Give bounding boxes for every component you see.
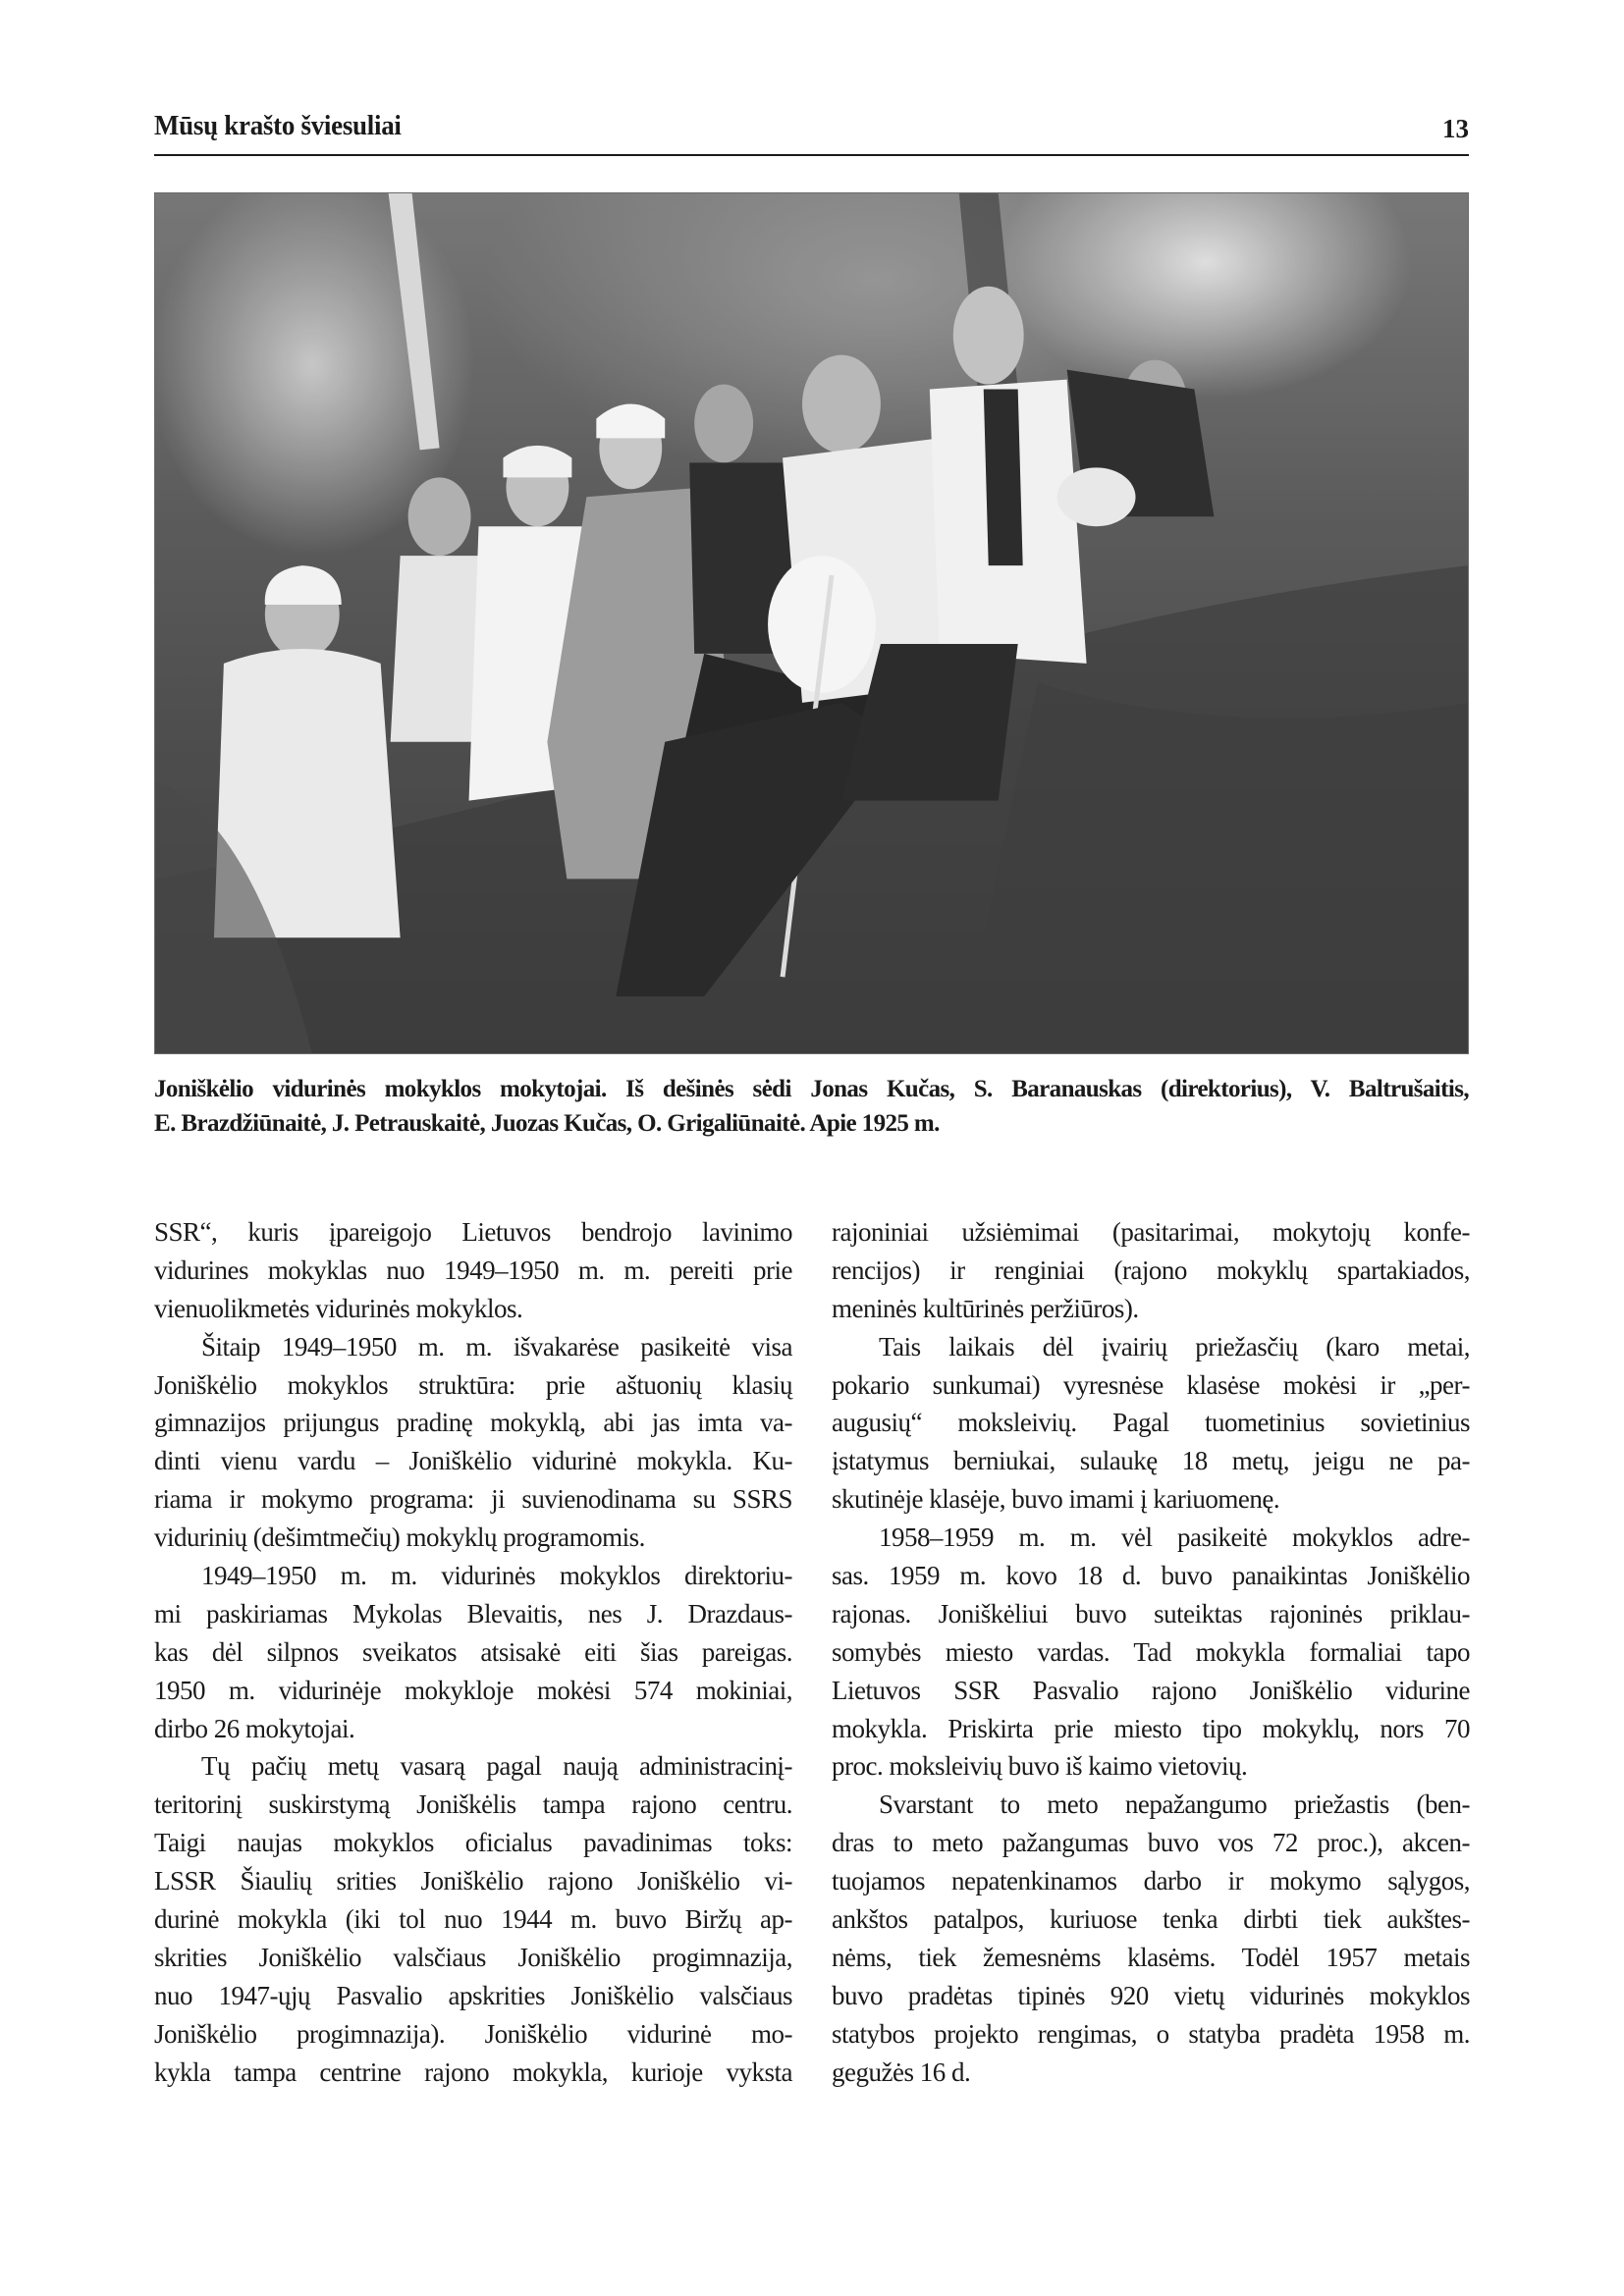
photo-scene bbox=[155, 193, 1468, 1053]
text-line: Joniškėlio mokyklos struktūra: prie aštuonių klasių bbox=[154, 1369, 792, 1400]
text-line: gegužės 16 d. bbox=[832, 2056, 971, 2087]
text-line: teritorinį suskirstymą Joniškėlis tampa rajono centru. bbox=[154, 1789, 792, 1820]
text-line: sas. 1959 m. kovo 18 d. buvo panaikintas Joniškėlio bbox=[832, 1561, 1470, 1591]
text-line: dirbo 26 mokytojai. bbox=[154, 1713, 355, 1743]
text-line: pokario sunkumai) vyresnėse klasėse mokėsi ir „per- bbox=[832, 1369, 1470, 1400]
text-line: Taigi naujas mokyklos oficialus pavadinimas toks: bbox=[154, 1828, 792, 1858]
text-line: 1958–1959 m. m. vėl pasikeitė mokyklos adre- bbox=[879, 1522, 1470, 1553]
text-line: rajonas. Joniškėliui buvo suteiktas rajoninės priklau- bbox=[832, 1598, 1470, 1629]
text-line: 1949–1950 m. m. vidurinės mokyklos direktoriu- bbox=[201, 1561, 792, 1591]
text-line: Svarstant to meto nepažangumo priežastis (ben- bbox=[879, 1789, 1470, 1820]
text-line: Tų pačių metų vasarą pagal naują administracinį- bbox=[201, 1751, 792, 1782]
text-line: Joniškėlio progimnazija). Joniškėlio vidurinė mo- bbox=[154, 2018, 792, 2049]
text-line: nuo 1947-ųjų Pasvalio apskrities Joniškėlio valsčiaus bbox=[154, 1980, 792, 2010]
group-photograph bbox=[154, 192, 1469, 1054]
body-column-left bbox=[154, 1213, 792, 2091]
text-line: vidurines mokyklas nuo 1949–1950 m. m. pereiti prie bbox=[154, 1255, 792, 1285]
text-line: vienuolikmetės vidurinės mokyklos. bbox=[154, 1293, 523, 1323]
header-rule bbox=[154, 154, 1469, 156]
figure-caption bbox=[154, 1072, 1469, 1141]
text-line: tuojamos nepatenkinamos darbo ir mokymo sąlygos, bbox=[832, 1866, 1470, 1896]
text-line: dras to meto pažangumas buvo vos 72 proc.), akcen- bbox=[832, 1828, 1470, 1858]
text-line: augusių“ moksleivių. Pagal tuometinius sovietinius bbox=[832, 1408, 1470, 1438]
text-line: rencijos) ir renginiai (rajono mokyklų spartakiados, bbox=[832, 1255, 1470, 1285]
text-line: statybos projekto rengimas, o statyba pradėta 1958 m. bbox=[832, 2018, 1470, 2049]
text-line: somybės miesto vardas. Tad mokykla formaliai tapo bbox=[832, 1636, 1470, 1667]
caption-line: Joniškėlio vidurinės mokyklos mokytojai. Iš dešinės sėdi Jonas Kučas, S. Baranauskas (direktorius), V. Baltrušaitis, bbox=[154, 1076, 1469, 1102]
text-line: meninės kultūrinės peržiūros). bbox=[832, 1293, 1139, 1323]
text-line: skrities Joniškėlio valsčiaus Joniškėlio progimnazija, bbox=[154, 1942, 792, 1972]
text-line: SSR“, kuris įpareigojo Lietuvos bendrojo lavinimo bbox=[154, 1217, 792, 1247]
body-column-right bbox=[832, 1213, 1470, 2091]
text-line: riama ir mokymo programa: ji suvienodinama su SSRS bbox=[154, 1484, 792, 1515]
text-line: gimnazijos prijungus pradinę mokyklą, abi jas imta va- bbox=[154, 1408, 792, 1438]
text-line: durinė mokykla (iki tol nuo 1944 m. buvo Biržų ap- bbox=[154, 1904, 792, 1935]
text-line: 1950 m. vidurinėje mokykloje mokėsi 574 mokiniai, bbox=[154, 1675, 792, 1705]
text-line: Lietuvos SSR Pasvalio rajono Joniškėlio vidurine bbox=[832, 1675, 1470, 1705]
text-line: vidurinių (dešimtmečių) mokyklų programomis. bbox=[154, 1522, 645, 1553]
text-line: dinti vienu vardu – Joniškėlio vidurinė mokykla. Ku- bbox=[154, 1446, 792, 1476]
text-line: nėms, tiek žemesnėms klasėms. Todėl 1957 metais bbox=[832, 1942, 1470, 1972]
text-line: LSSR Šiaulių srities Joniškėlio rajono Joniškėlio vi- bbox=[154, 1866, 792, 1896]
caption-line: E. Brazdžiūnaitė, J. Petrauskaitė, Juozas Kučas, O. Grigaliūnaitė. Apie 1925 m. bbox=[154, 1110, 940, 1137]
text-line: mokykla. Priskirta prie miesto tipo mokyklų, nors 70 bbox=[832, 1713, 1470, 1743]
text-line: įstatymus berniukai, sulaukę 18 metų, jeigu ne pa- bbox=[832, 1446, 1470, 1476]
text-line: Šitaip 1949–1950 m. m. išvakarėse pasikeitė visa bbox=[201, 1331, 792, 1362]
text-line: kas dėl silpnos sveikatos atsisakė eiti šias pareigas. bbox=[154, 1636, 792, 1667]
text-line: buvo pradėtas tipinės 920 vietų vidurinės mokyklos bbox=[832, 1980, 1470, 2010]
text-line: ankštos patalpos, kuriuose tenka dirbti tiek aukštes- bbox=[832, 1904, 1470, 1935]
text-line: proc. moksleivių buvo iš kaimo vietovių. bbox=[832, 1751, 1248, 1782]
text-line: rajoniniai užsiėmimai (pasitarimai, mokytojų konfe- bbox=[832, 1217, 1470, 1247]
grass-slope bbox=[959, 683, 1468, 1053]
page-number: 13 bbox=[1442, 114, 1469, 143]
text-line: Tais laikais dėl įvairių priežasčių (karo metai, bbox=[879, 1331, 1470, 1362]
running-title: Mūsų krašto šviesuliai bbox=[154, 110, 402, 141]
text-line: skutinėje klasėje, buvo imami į kariuomenę. bbox=[832, 1484, 1280, 1515]
text-line: mi paskiriamas Mykolas Blevaitis, nes J. Drazdaus- bbox=[154, 1598, 792, 1629]
text-line: kykla tampa centrine rajono mokykla, kurioje vyksta bbox=[154, 2056, 792, 2087]
running-header bbox=[154, 110, 1469, 149]
